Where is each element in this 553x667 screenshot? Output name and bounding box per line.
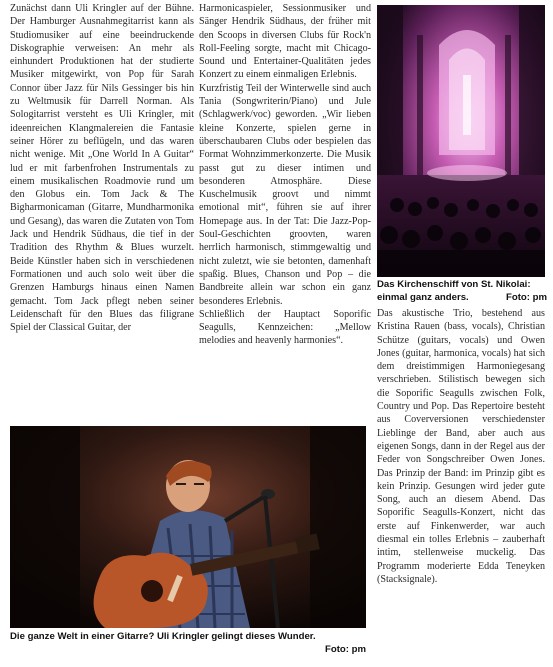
- article-column-1: [10, 2, 194, 420]
- church-photo-caption: [377, 279, 547, 304]
- column-2-paragraph-2: Kurzfristig Teil der Winterwelle sind auch Tania (Songwriterin/Piano) und Jule (Schlagwerk/voc) geworden. „Wir lieben kleine Konzerte, spielen gerne in überschaubaren Clubs oder bespielen das Format Wohnzimmerkonzerte. Die Musik passt gut zu dieser intimen und besonderen Atmosphäre. Diese Kuschelmusik groovt und nimmt emotional mit“, führen sie auf ihrer Homepage aus. In der Tat: Die Jazz-Pop-Soul-Geschichten groovten, waren herrlich harmonisch, stimmgewaltig und nicht zuletzt, wie sie betonten, damenhaft spaßig. Blues, Chanson und Pop – die Bandbreite allein war schon ein ganz besonderes Erlebnis.: [199, 82, 371, 307]
- guitarist-photo: [10, 426, 366, 628]
- article-column-2: [199, 2, 371, 457]
- church-caption-line-2: einmal ganz anders.: [377, 291, 469, 303]
- guitarist-caption-text: Die ganze Welt in einer Gitarre? Uli Kringler gelingt dieses Wunder.: [10, 631, 316, 642]
- column-2-paragraph-1: Harmonicaspieler, Sessionmusiker und Sänger Hendrik Südhaus, der früher mit den Scoops in diversen Clubs für Rock'n Roll-Feeling sorgte, macht mit Chicago-Sound und Entertainer-Qualitäten jedes Konzert zu einem einmaligen Erlebnis.: [199, 3, 371, 81]
- church-concert-photo: [377, 5, 545, 277]
- column-2-paragraph-3: Schließlich der Hauptact Soporific Seagulls, Kennzeichen: „Mellow melodies and heavenly harmonies“.: [199, 308, 371, 347]
- guitarist-photo-credit: Foto: pm: [324, 643, 366, 655]
- guitarist-photo-caption: [10, 631, 366, 656]
- column-3-text: Das akustische Trio, bestehend aus Kristina Rauen (bass, vocals), Christian Schütze (guitars, vocals) und Owen Jones (guitar, harmonica, vocals) hat sich dem dreistimmigen Harmoniegesang verschrieben. Stilistisch bewegen sich die Soporific Seagulls zwischen Folk, Country und Pop. Das Repertoire besteht aus Coverversionen verschiedenster Lieblinge der Band, aber auch aus eigenen Songs, dann in der Regel aus der Feder von Songschreiber Owen Jones. Das Prinzip der Band: im Prinzip gibt es kein Prinzip. Gesungen wird jeder gute Song, auch an diesem Abend. Das Soporific Seagulls-Konzert, nicht das erste auf Finkenwerder, war auch diesmal ein tolles Erlebnis – zauberhaft intim, stellenweise muckelig. Das Programm moderierte Edda Teneyken (Stacksignale).: [377, 308, 545, 585]
- article-column-3: [377, 307, 545, 659]
- column-1-text: Zunächst dann Uli Kringler auf der Bühne. Der Hamburger Ausnahmegitarrist kann als Studiomusiker auf eine beeindruckende Diskographie verweisen: An mehr als einhundert Produktionen hat der studierte Musiker mitgewirkt, von Pop für Sarah Connor über Jazz für Nils Gessinger bis hin zu Weltmusik für Darrell Norman. Als Sologitarrist versteht es Uli Kringler, mit ideenreichen Klangmalereien die Fantasie seiner Hörer zu beflügeln, und das waren nicht wenige. Mit „One World In A Guitar“ lud er mit farbenfrohen Instrumentals zu einem musikalischen Roadmovie rund um den Globus ein. Tom Jack & The Bigharmonicaman (Gitarre, Mundharmonika und Gesang), das waren die Zutaten von Tom Jack und Hendrik Südhaus, die tief in der Tradition des Rhythm & Blues wurzelt. Beide Künstler haben sich in verschiedenen Formationen und auch solo weit über die Grenzen Hamburgs hinaus einen Namen gemacht. Tom Jack pflegt neben seiner Leidenschaft für den Blues das filigrane Spiel der Classical Guitar, der: [10, 3, 194, 334]
- church-photo-credit: Foto: pm: [505, 291, 547, 303]
- church-caption-line-1: Das Kirchenschiff von St. Nikolai:: [377, 279, 531, 290]
